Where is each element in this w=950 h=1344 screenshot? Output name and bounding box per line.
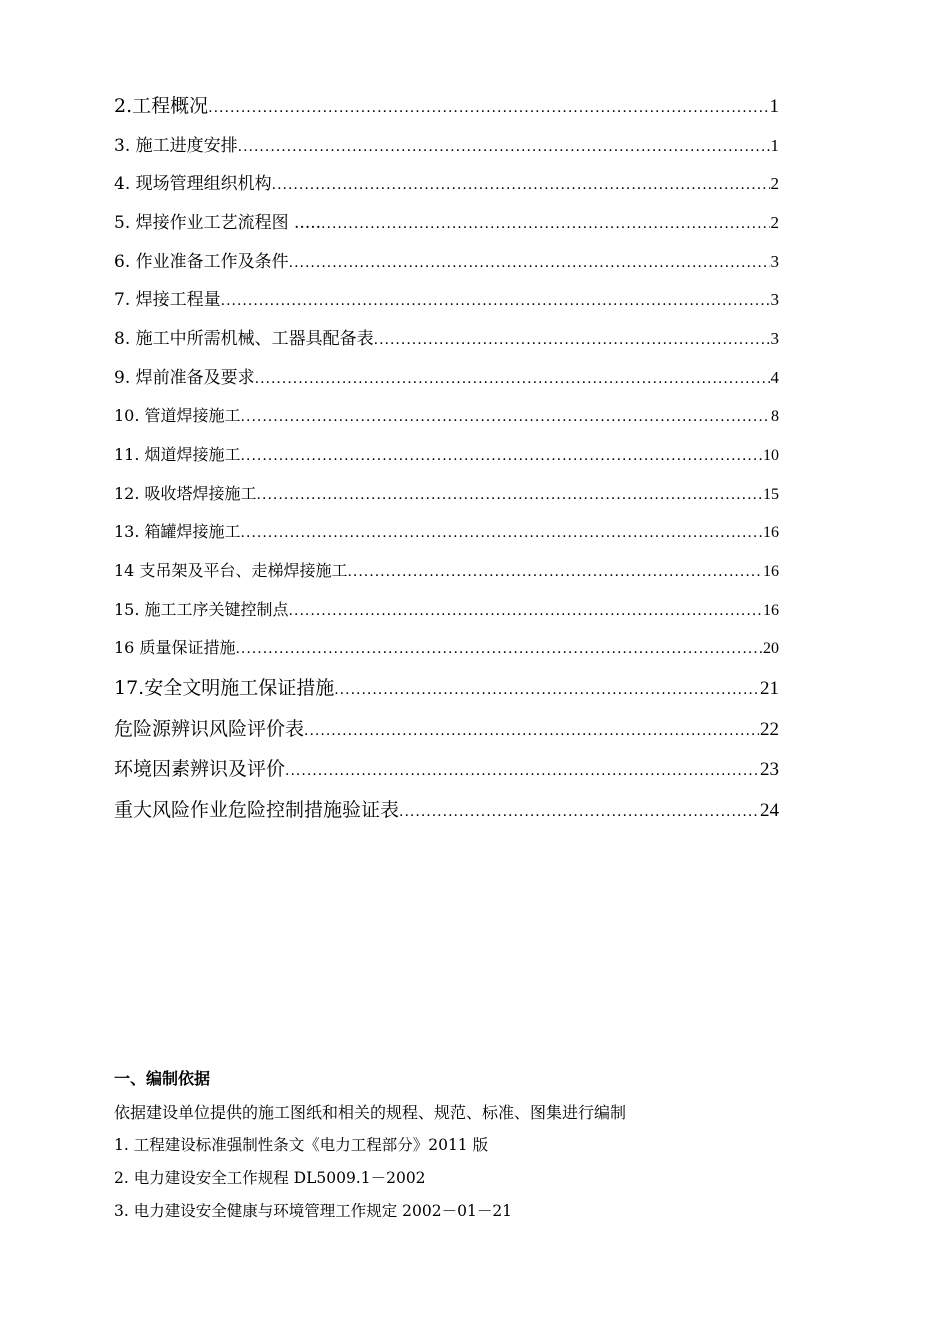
toc-entry-page: 8 bbox=[771, 408, 779, 426]
reference-item: 1. 工程建设标准强制性条文《电力工程部分》2011 版 bbox=[114, 1136, 489, 1154]
compilation-basis-section bbox=[114, 1062, 834, 1228]
toc-entry[interactable] bbox=[114, 436, 779, 475]
toc-entry-title: 14 支吊架及平台、走梯焊接施工 bbox=[114, 561, 348, 581]
toc-entry-title: 6. 作业准备工作及条件 bbox=[114, 251, 289, 272]
toc-entry-page: 10 bbox=[763, 447, 779, 464]
toc-entry-title: 8. 施工中所需机械、工器具配备表 bbox=[114, 328, 374, 349]
toc-leader-dots bbox=[347, 553, 762, 592]
toc-entry-title: 11. 烟道焊接施工 bbox=[114, 445, 241, 464]
toc-leader-dots bbox=[241, 398, 770, 437]
toc-entry-page: 3 bbox=[770, 251, 779, 271]
toc-leader-dots bbox=[255, 360, 770, 399]
toc-entry-title: 4. 现场管理组织机构 bbox=[114, 174, 272, 195]
toc-leader-dots bbox=[235, 630, 762, 669]
toc-entry-page: 1 bbox=[769, 96, 779, 117]
toc-entry-title: 3. 施工进度安排 bbox=[114, 135, 238, 156]
toc-entry[interactable] bbox=[114, 243, 779, 282]
toc-leader-dots bbox=[238, 128, 770, 167]
toc-leader-dots bbox=[221, 282, 770, 321]
toc-entry-page: 22 bbox=[760, 718, 779, 740]
toc-entry[interactable] bbox=[114, 513, 779, 552]
toc-leader-dots bbox=[241, 437, 762, 476]
toc-entry-page: 20 bbox=[763, 640, 779, 658]
toc-entry[interactable] bbox=[114, 281, 779, 320]
toc-entry-page: 2 bbox=[770, 174, 779, 194]
toc-leader-dots bbox=[285, 751, 759, 792]
toc-entry-title: 13. 箱罐焊接施工 bbox=[114, 522, 241, 542]
table-of-contents bbox=[114, 86, 779, 830]
toc-leader-dots bbox=[374, 321, 770, 360]
section-heading: 一、编制依据 bbox=[114, 1069, 211, 1088]
toc-entry[interactable] bbox=[114, 790, 779, 831]
toc-entry-page: 4 bbox=[770, 367, 779, 387]
toc-entry-page: 2 bbox=[770, 212, 779, 232]
toc-entry-title: 5. 焊接作业工艺流程图 ..... bbox=[114, 212, 322, 233]
toc-entry[interactable] bbox=[114, 709, 779, 750]
toc-leader-dots bbox=[399, 792, 759, 833]
toc-entry-page: 16 bbox=[763, 601, 779, 619]
toc-leader-dots bbox=[289, 244, 770, 283]
toc-entry-page: 1 bbox=[770, 135, 779, 155]
toc-leader-dots bbox=[241, 514, 762, 553]
toc-leader-dots bbox=[289, 592, 762, 631]
toc-entry-title: 12. 吸收塔焊接施工 bbox=[114, 483, 257, 503]
toc-leader-dots bbox=[272, 166, 770, 205]
toc-entry[interactable] bbox=[114, 320, 779, 359]
toc-entry-title: 10. 管道焊接施工 bbox=[114, 406, 241, 426]
toc-leader-dots bbox=[304, 711, 759, 752]
toc-entry[interactable] bbox=[114, 359, 779, 398]
toc-entry-page: 21 bbox=[760, 678, 779, 700]
toc-entry[interactable] bbox=[114, 591, 779, 630]
toc-entry[interactable] bbox=[114, 397, 779, 436]
toc-entry-title: 15. 施工工序关键控制点 bbox=[114, 599, 289, 619]
toc-entry-title: 2.工程概况 bbox=[114, 95, 209, 117]
toc-entry[interactable] bbox=[114, 629, 779, 668]
toc-entry[interactable] bbox=[114, 86, 779, 127]
toc-entry-title: 危险源辨识风险评价表 bbox=[114, 717, 305, 740]
toc-entry-page: 23 bbox=[760, 759, 779, 781]
toc-entry-page: 24 bbox=[760, 799, 779, 821]
toc-entry[interactable] bbox=[114, 165, 779, 204]
toc-entry[interactable] bbox=[114, 552, 779, 591]
toc-entry-page: 3 bbox=[770, 290, 779, 310]
toc-entry[interactable] bbox=[114, 475, 779, 514]
reference-item: 3. 电力建设安全健康与环境管理工作规定 2002－01－21 bbox=[114, 1202, 513, 1220]
toc-entry-page: 3 bbox=[770, 328, 779, 348]
toc-leader-dots bbox=[208, 88, 768, 129]
toc-entry-page: 16 bbox=[763, 563, 779, 581]
toc-leader-dots bbox=[334, 670, 759, 711]
toc-leader-dots bbox=[321, 205, 769, 244]
section-intro: 依据建设单位提供的施工图纸和相关的规程、规范、标准、图集进行编制 bbox=[114, 1103, 627, 1122]
toc-entry-title: 重大风险作业危险控制措施验证表 bbox=[114, 798, 400, 821]
toc-entry[interactable] bbox=[114, 668, 779, 709]
toc-entry-title: 环境因素辨识及评价 bbox=[114, 758, 286, 781]
toc-entry-page: 15 bbox=[763, 485, 779, 503]
toc-entry-page: 16 bbox=[763, 524, 779, 542]
toc-entry-title: 17.安全文明施工保证措施 bbox=[114, 677, 335, 700]
toc-entry-title: 9. 焊前准备及要求 bbox=[114, 367, 255, 388]
toc-entry[interactable] bbox=[114, 204, 779, 243]
reference-item: 2. 电力建设安全工作规程 DL5009.1－2002 bbox=[114, 1169, 426, 1187]
toc-entry[interactable] bbox=[114, 749, 779, 790]
toc-entry[interactable] bbox=[114, 127, 779, 166]
toc-entry-title: 16 质量保证措施 bbox=[114, 638, 236, 658]
toc-entry-title: 7. 焊接工程量 bbox=[114, 290, 221, 311]
toc-leader-dots bbox=[257, 476, 762, 515]
